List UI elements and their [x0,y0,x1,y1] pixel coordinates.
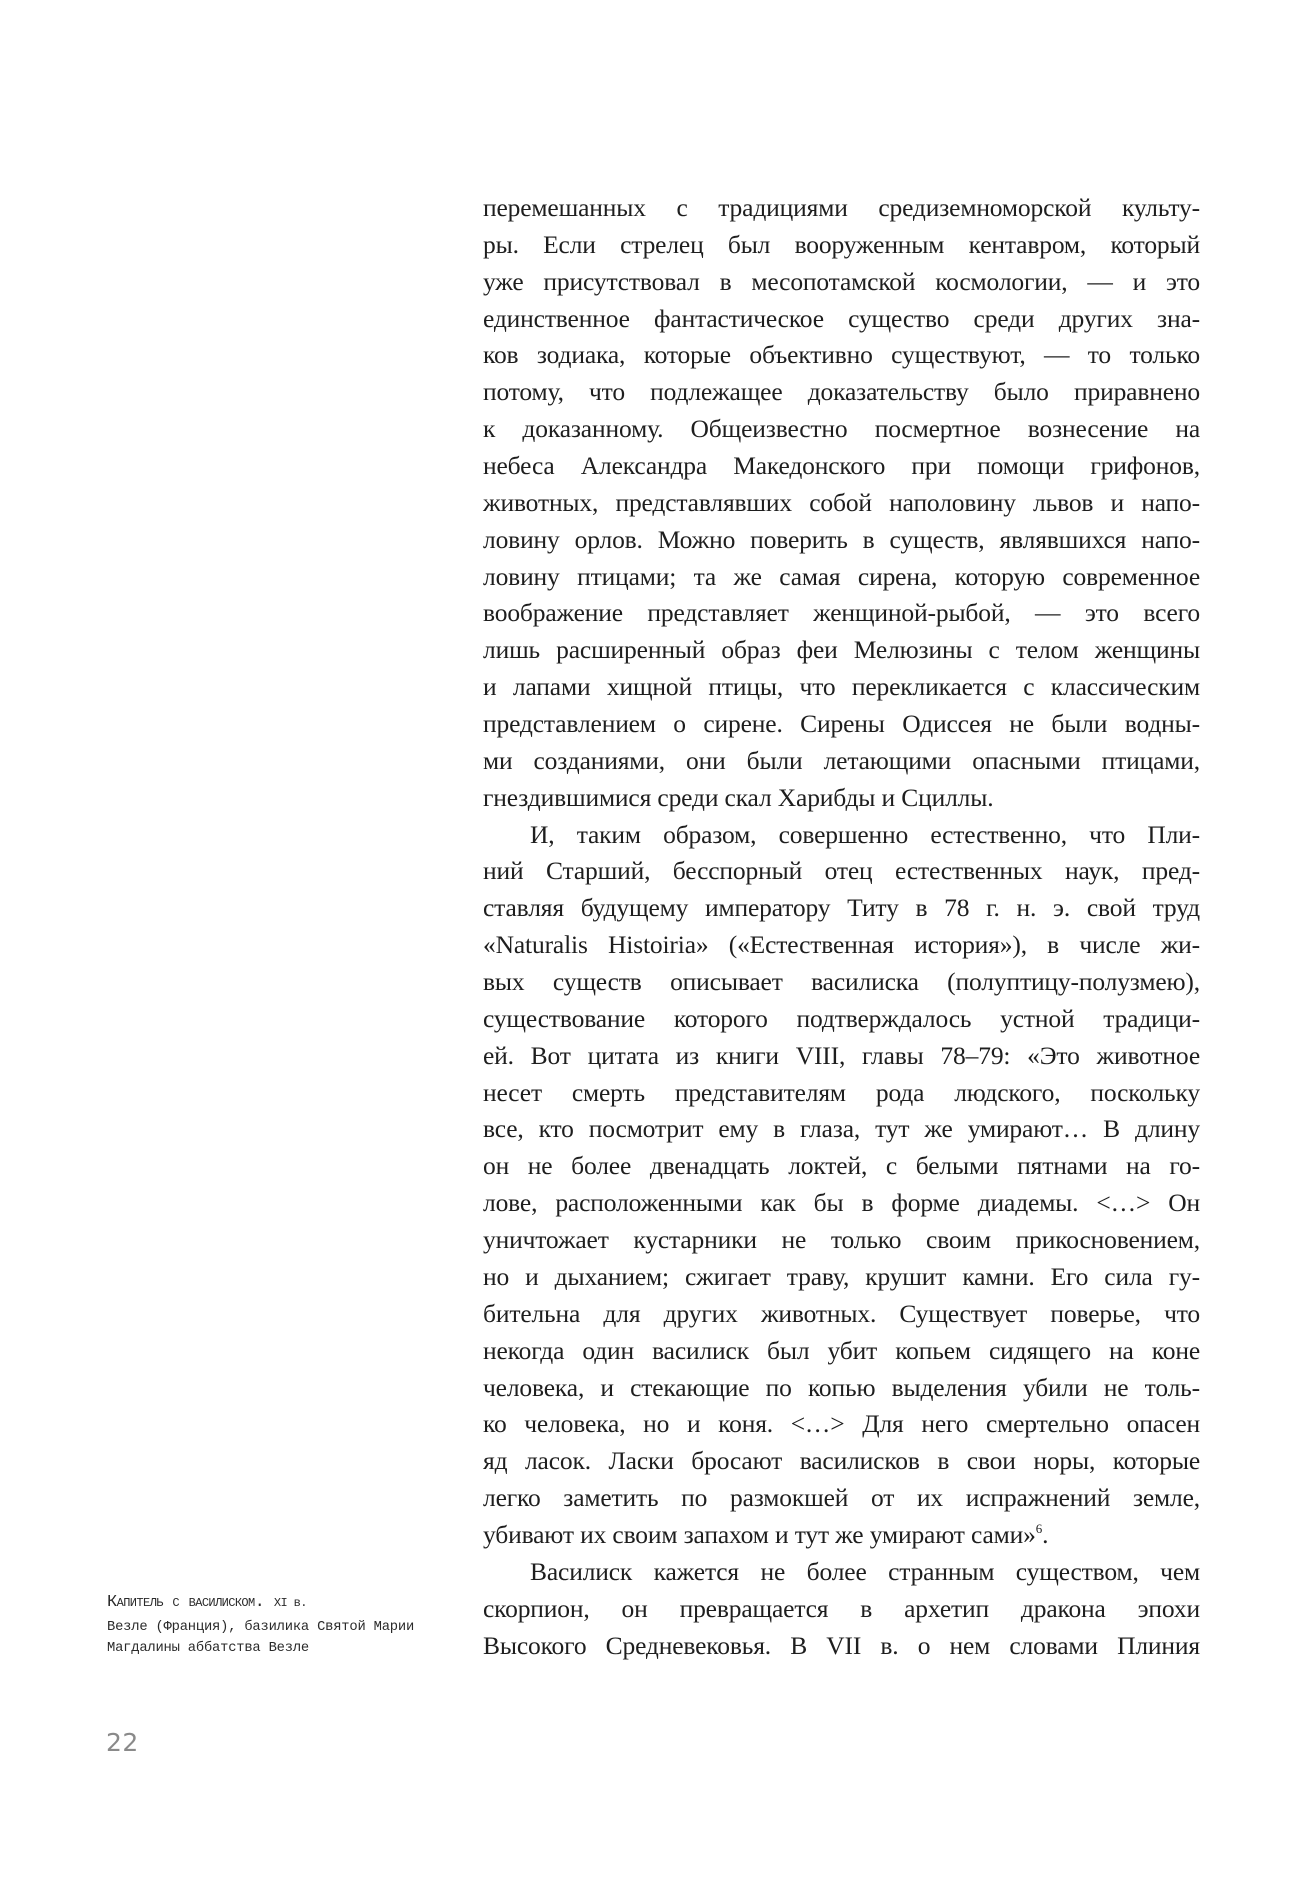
text-line [483,890,1200,927]
text-line [483,337,1200,374]
text-line [483,927,1200,964]
text-line [483,1591,1200,1628]
text-line-content: ми созданиями, они были летающими опасными птицами, [483,745,1200,775]
text-line-content: и лапами хищной птицы, что перекликается с классическим [483,672,1200,702]
text-line [483,1001,1200,1038]
text-line-content: но и дыханием; сжигает траву, крушит камни. Его сила гу- [483,1261,1200,1291]
text-line-content: он не более двенадцать локтей, с белыми пятнами на го- [483,1151,1200,1181]
caption-description-line: Везле (Франция), базилика Святой Марии [107,1620,415,1635]
text-line [483,1443,1200,1480]
text-line [483,1480,1200,1517]
text-line-content: ставляя будущему императору Титу в 78 г. н. э. свой труд [483,893,1200,923]
text-line [483,301,1200,338]
text-line-content: к доказанному. Общеизвестно посмертное вознесение на [483,414,1200,444]
text-line-content: человека, и стекающие по копью выделения убили не толь- [483,1372,1200,1402]
text-line-content: единственное фантастическое существо среди других зна- [483,303,1200,333]
text-line [483,1148,1200,1185]
text-line [483,964,1200,1001]
text-line [483,1259,1200,1296]
text-line [483,1517,1200,1554]
text-line-content: животных, представлявших собой наполовину львов и напо- [483,487,1200,517]
paragraph-1 [483,190,1200,817]
text-line-content: несет смерть представителям рода людского, поскольку [483,1077,1200,1107]
text-line-content: ко человека, но и коня. <…> Для него смертельно опасен [483,1409,1200,1439]
text-line-content: уничтожает кустарники не только своим прикосновением, [483,1225,1200,1255]
text-line [483,632,1200,669]
text-line [483,190,1200,227]
text-line [483,1296,1200,1333]
text-line-content: вых существ описывает василиска (полуптицу-полузмею), [483,967,1200,997]
text-line [483,853,1200,890]
text-line [483,227,1200,264]
text-line [483,559,1200,596]
text-line [483,411,1200,448]
text-line [483,817,1200,854]
text-line-content: скорпион, он превращается в архетип дракона эпохи [483,1593,1200,1623]
text-line-content: Василиск кажется не более странным существом, чем [530,1556,1200,1586]
text-line-content: И, таким образом, совершенно естественно, что Пли- [530,819,1200,849]
text-line [483,374,1200,411]
image-caption [107,1592,437,1659]
caption-title-text: Капитель с василиском. [107,1593,265,1612]
text-line-content: гнездившимися среди скал Харибды и Сциллы. [483,782,994,812]
text-line [483,1111,1200,1148]
text-line [483,1333,1200,1370]
text-line-content: ры. Если стрелец был вооруженным кентавром, который [483,229,1200,259]
caption-description-line: Магдалины аббатства Везле [107,1641,309,1656]
text-line [483,1370,1200,1407]
main-text-column [483,190,1200,1664]
text-line-content: небеса Александра Македонского при помощи грифонов, [483,451,1200,481]
text-line-content: легко заметить по размокшей от их испражнений земле, [483,1483,1200,1513]
text-line [483,595,1200,632]
text-line-content: убивают их своим запахом и тут же умирают сами» [483,1519,1036,1549]
text-line [483,1628,1200,1665]
paragraph-3 [483,1554,1200,1665]
text-line [483,706,1200,743]
text-line-content: яд ласок. Ласки бросают василисков в свои норы, которые [483,1446,1200,1476]
final-punctuation: . [1042,1519,1049,1549]
page-number: 22 [106,1728,139,1757]
caption-description [107,1617,437,1659]
text-line-content: ловину птицами; та же самая сирена, которую современное [483,561,1200,591]
text-line [483,669,1200,706]
text-line [483,485,1200,522]
caption-century: XI в. [273,1596,307,1610]
text-line [483,1185,1200,1222]
paragraph-2 [483,817,1200,1554]
text-line-content: воображение представляет женщиной-рыбой, — это всего [483,598,1200,628]
text-line-content: ловину орлов. Можно поверить в существ, являвшихся напо- [483,524,1200,554]
text-line [483,743,1200,780]
text-line [483,1038,1200,1075]
text-line-content: лишь расширенный образ феи Мелюзины с телом женщины [483,635,1200,665]
text-line [483,1075,1200,1112]
text-line-content: потому, что подлежащее доказательству было приравнено [483,377,1200,407]
text-line-content: перемешанных с традициями средиземноморской культу- [483,193,1200,222]
text-line [483,780,1200,817]
text-line-content: все, кто посмотрит ему в глаза, тут же умирают… В длину [483,1114,1200,1144]
caption-title [107,1592,437,1614]
text-line [483,1554,1200,1591]
text-line-content: ний Старший, бесспорный отец естественных наук, пред- [483,856,1200,886]
text-line [483,1406,1200,1443]
text-line-content: существование которого подтверждалось устной традици- [483,1003,1200,1033]
text-line-content: лове, расположенными как бы в форме диадемы. <…> Он [483,1188,1200,1218]
text-line-content: бительна для других животных. Существует поверье, что [483,1298,1200,1328]
text-line [483,522,1200,559]
text-line [483,264,1200,301]
text-line-content: некогда один василиск был убит копьем сидящего на коне [483,1335,1200,1365]
text-line-content: Высокого Средневековья. В VII в. о нем словами Плиния [483,1630,1200,1660]
text-line-content: ков зодиака, которые объективно существуют, — то только [483,340,1200,370]
text-line-content: ей. Вот цитата из книги VIII, главы 78–79: «Это животное [483,1040,1200,1070]
text-line [483,448,1200,485]
text-line-content: «Naturalis Histoiria» («Естественная история»), в числе жи- [483,930,1200,960]
text-line [483,1222,1200,1259]
text-line-content: представлением о сирене. Сирены Одиссея не были водны- [483,709,1200,739]
text-line-content: уже присутствовал в месопотамской космологии, — и это [483,266,1200,296]
footnote-marker[interactable]: 6 [1035,1520,1043,1536]
